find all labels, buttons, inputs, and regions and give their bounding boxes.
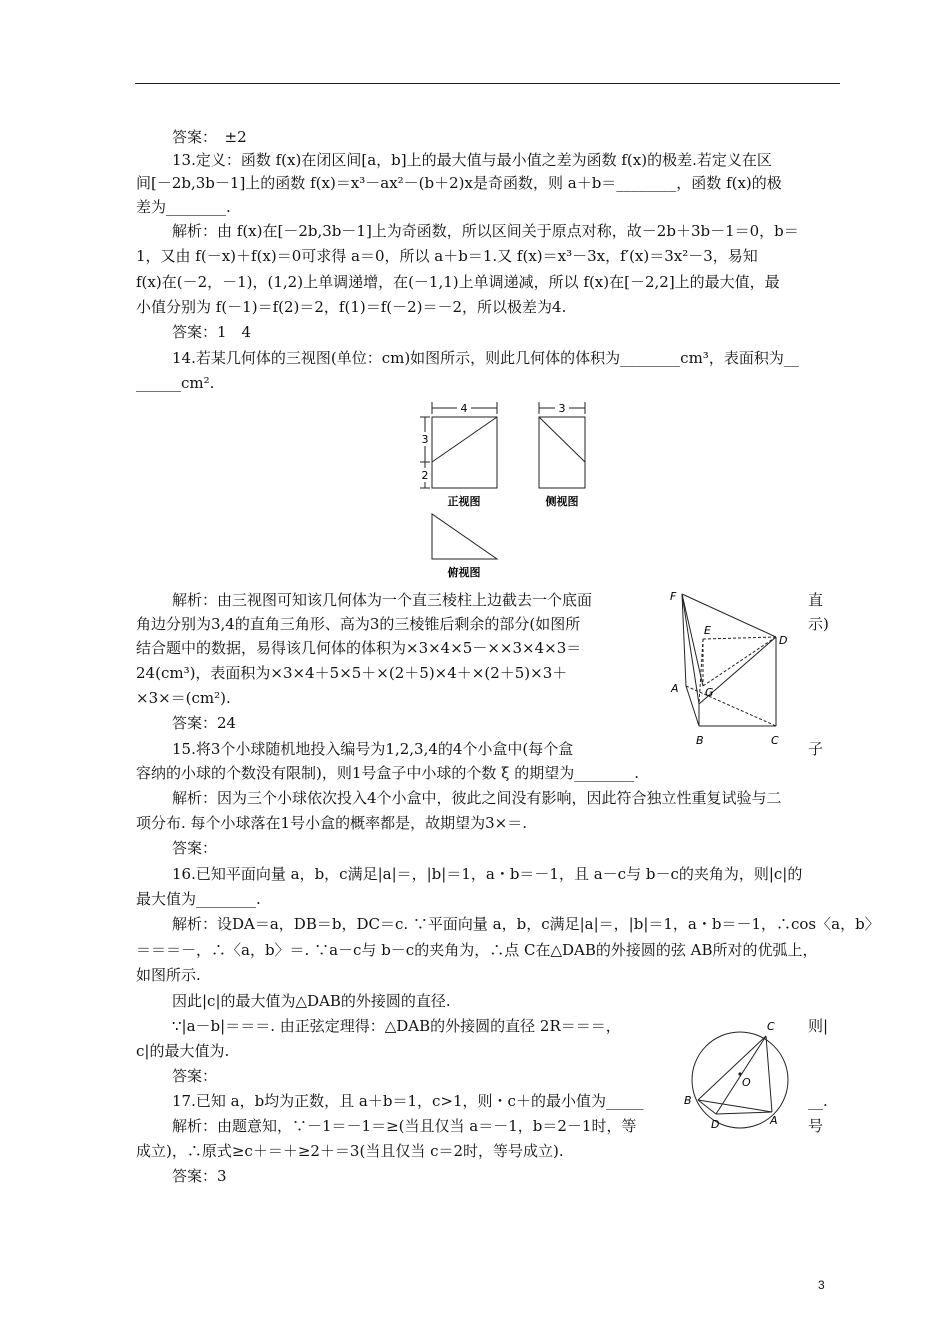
text-line: f(x)在(－2，－1)，(1,2)上单调递增，在(－1,1)上单调递减，所以 f(x)在[－2,2]上的最大值，最 [136,273,780,291]
text-line: 答案：1 4 [172,323,252,341]
label-B: B [684,1094,692,1107]
label-O: O [742,1076,751,1089]
circle-figure [680,1016,800,1136]
label-C: C [771,734,779,747]
front-width-label: 4 [460,402,468,415]
text-line: 号 [808,1117,824,1135]
text-line: 因此|c|的最大值为△DAB的外接圆的直径. [172,992,451,1010]
text-line: 如图所示. [136,966,201,984]
text-line: 答案：24 [172,714,237,732]
text-line: 解析：因为三个小球依次投入4个小盒中，彼此之间没有影响，因此符合独立性重复试验与二 [172,789,782,807]
label-F: F [670,590,677,603]
front-height-bottom-label: 2 [421,469,429,482]
text-line: 答案： [172,839,218,857]
text-line: 解析：由 f(x)在[－2b,3b－1]上为奇函数，所以区间关于原点对称，故－2b＋3b－1＝0，b＝ [172,222,799,240]
text-line: 示) [808,615,829,633]
top-caption: 俯视图 [447,566,481,579]
top-view [432,514,497,559]
text-line: 15.将3个小球随机地投入编号为1,2,3,4的4个小盒中(每个盒 [172,740,574,758]
text-line: ×3×＝(cm²). [136,689,231,707]
text-line: 则| [808,1017,829,1035]
text-line: 间[－2b,3b－1]上的函数 f(x)＝x³－ax²－(b＋2)x是奇函数，则 a＋b＝________，函数 f(x)的极 [136,174,782,192]
text-line: 最大值为________. [136,890,261,908]
solid-figure [665,584,795,754]
label-A: A [671,682,679,695]
header-rule [135,83,840,84]
text-line: 答案： [172,1067,218,1085]
label-A: A [770,1114,778,1127]
text-line: 解析：由题意知，∵－1＝－1＝≥(当且仅当 a＝－1，b＝2－1时，等 [172,1117,637,1135]
text-line: ＝＝＝－，∴〈a，b〉＝. ∵a－c与 b－c的夹角为，∴点 C在△DAB的外接圆的弦 AB所对的优弧上， [136,941,818,959]
front-view [432,417,497,488]
text-line: 子 [808,740,824,758]
text-line: 14.若某几何体的三视图(单位：cm)如图所示，则此几何体的体积为________cm³，表面积为__ [172,349,799,367]
text-line: 结合题中的数据，易得该几何体的体积为×3×4×5－××3×4×3＝ [136,639,582,657]
front-height-top-label: 3 [421,433,429,446]
text-line: ∵|a－b|＝＝＝. 由正弦定理得：△DAB的外接圆的直径 2R＝＝＝， [172,1017,621,1035]
three-view-figure [410,396,590,586]
text-line: c|的最大值为. [136,1042,230,1060]
text-line: 小值分别为 f(－1)＝f(2)＝2，f(1)＝f(－2)＝－2，所以极差为4. [136,298,567,316]
text-line: 角边分别为3,4的直角三角形、高为3的三棱锥后剩余的部分(如图所 [136,615,581,633]
text-line: 答案：3 [172,1167,227,1185]
label-G: G [705,686,714,699]
text-line: 答案： ±2 [172,128,247,146]
text-line: 解析：由三视图可知该几何体为一个直三棱柱上边截去一个底面 [172,591,593,609]
text-line: 16.已知平面向量 a，b，c满足|a|＝，|b|＝1，a・b＝－1，且 a－c与 b－c的夹角为，则|c|的 [172,865,803,883]
label-D: D [779,634,788,647]
label-D: D [711,1118,720,1131]
text-line: 项分布. 每个小球落在1号小盒的概率都是，故期望为3×＝. [136,814,527,832]
page-number: 3 [818,1278,825,1292]
side-view [539,417,585,488]
side-caption: 侧视图 [545,495,579,508]
text-line: __. [808,1092,828,1110]
text-line: 解析：设DA＝a，DB＝b，DC＝c. ∵平面向量 a，b，c满足|a|＝，|b|＝1，a・b＝－1，∴cos〈a，b〉 [172,915,880,933]
label-E: E [704,624,711,637]
label-C: C [767,1020,775,1033]
front-caption: 正视图 [447,495,481,508]
text-line: ______cm². [136,374,215,392]
text-line: 差为________. [136,198,231,216]
label-B: B [696,734,704,747]
text-line: 直 [808,591,824,609]
text-line: 容纳的小球的个数没有限制)，则1号盒子中小球的个数 ξ 的期望为________. [136,764,639,782]
text-line: 24(cm³)，表面积为×3×4＋5×5＋×(2＋5)×4＋×(2＋5)×3＋ [136,664,568,682]
text-line: 1，又由 f(－x)＋f(x)＝0可求得 a＝0，所以 a＋b＝1.又 f(x)＝x³－3x，f′(x)＝3x²－3，易知 [136,247,758,265]
side-width-label: 3 [558,402,566,415]
text-line: 成立)，∴原式≥c＋＝＋≥2＋＝3(当且仅当 c＝2时，等号成立). [136,1142,564,1160]
text-line: 13.定义：函数 f(x)在闭区间[a，b]上的最大值与最小值之差为函数 f(x)的极差.若定义在区 [172,151,772,169]
text-line: 17.已知 a，b均为正数，且 a＋b＝1，c>1，则・c＋的最小值为_____ [172,1092,644,1110]
